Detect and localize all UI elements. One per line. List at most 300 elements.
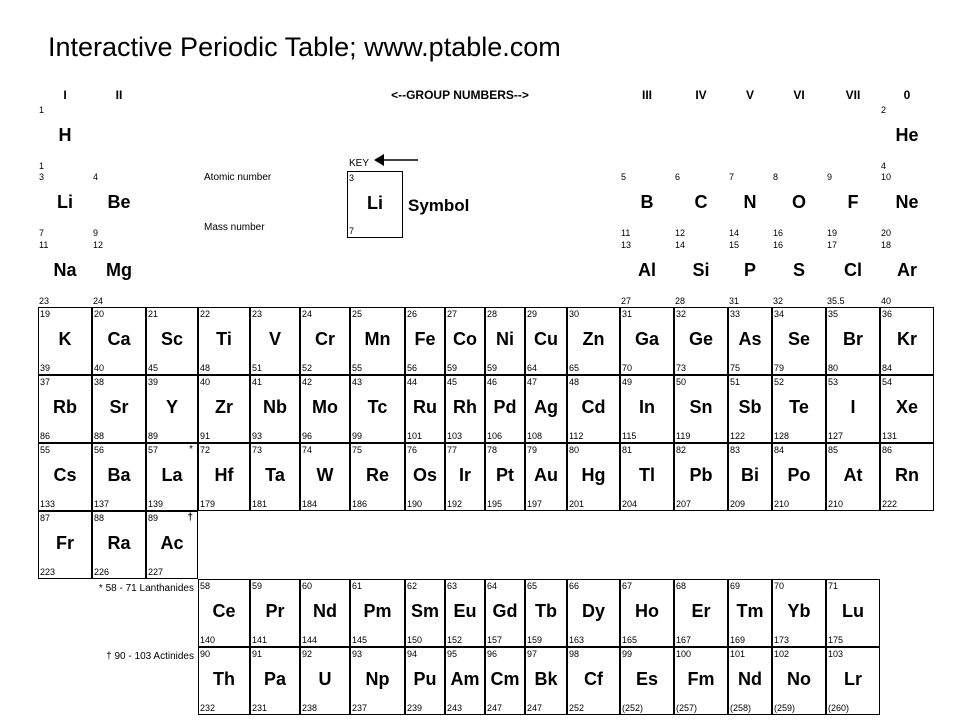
- element-symbol: Cd: [581, 397, 606, 417]
- atomic-number: 103: [828, 649, 844, 659]
- element-cell-be-4[interactable]: [92, 171, 146, 239]
- element-cell-w-74[interactable]: [300, 443, 350, 511]
- mass-number: 247: [487, 703, 503, 713]
- element-cell-n-7[interactable]: [728, 171, 772, 239]
- mass-number: 75: [730, 363, 741, 373]
- element-symbol: S: [792, 260, 805, 280]
- element-cell-c-6[interactable]: [674, 171, 728, 239]
- element-cell-nd-60[interactable]: [300, 579, 350, 647]
- element-symbol: He: [895, 125, 919, 145]
- element-cell-nd-101[interactable]: [728, 647, 772, 715]
- element-symbol: Pt: [496, 465, 514, 485]
- atomic-number: 19: [40, 309, 51, 319]
- mass-number: 192: [447, 499, 463, 509]
- element-symbol: Tb: [535, 601, 557, 621]
- element-cell-ho-67[interactable]: [620, 579, 674, 647]
- element-symbol: In: [639, 397, 655, 417]
- atomic-number: 87: [40, 513, 51, 523]
- element-cell-am-95[interactable]: [445, 647, 485, 715]
- element-cell-tb-65[interactable]: [525, 579, 567, 647]
- element-cell-rh-45[interactable]: [445, 375, 485, 443]
- group-numbers-header: <--GROUP NUMBERS-->: [391, 88, 529, 102]
- element-cell-fm-100[interactable]: [674, 647, 728, 715]
- atomic-number: 23: [252, 309, 263, 319]
- element-cell-ba-56[interactable]: [92, 443, 146, 511]
- element-cell-hf-72[interactable]: [198, 443, 250, 511]
- key-atomic-number-label: Atomic number: [204, 172, 272, 183]
- element-symbol: Np: [365, 669, 390, 689]
- element-cell-la-57[interactable]: [146, 443, 198, 511]
- mass-number: 39: [40, 363, 51, 373]
- element-cell-os-76[interactable]: [405, 443, 445, 511]
- atomic-number: 14: [675, 240, 686, 250]
- element-cell-tm-69[interactable]: [728, 579, 772, 647]
- mass-number: 55: [352, 363, 363, 373]
- atomic-number: 52: [774, 377, 785, 387]
- mass-number: 239: [407, 703, 423, 713]
- element-cell-rn-86[interactable]: [880, 443, 934, 511]
- mass-number: 137: [94, 499, 110, 509]
- mass-number: 210: [828, 499, 844, 509]
- element-symbol: Er: [691, 601, 711, 621]
- element-cell-ne-10[interactable]: [880, 171, 934, 239]
- atomic-number: 21: [148, 309, 159, 319]
- mass-number: 79: [774, 363, 785, 373]
- element-cell-cs-55[interactable]: [38, 443, 92, 511]
- element-symbol: As: [738, 329, 762, 349]
- element-cell-no-102[interactable]: [772, 647, 826, 715]
- atomic-number: 54: [882, 377, 893, 387]
- element-symbol: Ho: [635, 601, 659, 621]
- atomic-number: 30: [569, 309, 580, 319]
- element-cell-ir-77[interactable]: [445, 443, 485, 511]
- atomic-number: 17: [827, 240, 838, 250]
- atomic-number: 102: [774, 649, 790, 659]
- element-symbol: K: [58, 329, 72, 349]
- atomic-number: 59: [252, 581, 263, 591]
- element-cell-fe-26[interactable]: [405, 307, 445, 375]
- element-symbol: F: [847, 192, 859, 212]
- element-symbol: Eu: [453, 601, 477, 621]
- atomic-number: 42: [302, 377, 313, 387]
- atomic-number: 25: [352, 309, 363, 319]
- atomic-number: 18: [881, 240, 892, 250]
- element-cell-y-39[interactable]: [146, 375, 198, 443]
- element-cell-ac-89[interactable]: [146, 511, 198, 579]
- element-cell-kr-36[interactable]: [880, 307, 934, 375]
- element-symbol: Yb: [787, 601, 811, 621]
- mass-number: 175: [828, 635, 844, 645]
- element-cell-na-11[interactable]: [38, 239, 92, 307]
- element-cell-re-75[interactable]: [350, 443, 405, 511]
- mass-number: 140: [200, 635, 216, 645]
- mass-number: 88: [94, 431, 105, 441]
- element-cell-pt-78[interactable]: [485, 443, 525, 511]
- element-cell-dy-66[interactable]: [567, 579, 620, 647]
- element-cell-u-92[interactable]: [300, 647, 350, 715]
- atomic-number: 39: [148, 377, 159, 387]
- element-cell-es-99[interactable]: [620, 647, 674, 715]
- element-symbol: Ce: [212, 601, 236, 621]
- atomic-number: 41: [252, 377, 263, 387]
- page-title: Interactive Periodic Table; www.ptable.com: [48, 32, 561, 62]
- element-cell-k-19[interactable]: [38, 307, 92, 375]
- atomic-number: 3: [39, 172, 45, 182]
- key-example-cell: [347, 171, 403, 238]
- element-cell-ar-18[interactable]: [880, 239, 934, 307]
- atomic-number: 11: [39, 240, 49, 250]
- element-cell-li-3[interactable]: [38, 171, 92, 239]
- element-cell-ag-47[interactable]: [525, 375, 567, 443]
- atomic-number: 28: [487, 309, 498, 319]
- mass-number: 122: [730, 431, 746, 441]
- element-symbol: V: [268, 329, 281, 349]
- element-cell-mn-25[interactable]: [350, 307, 405, 375]
- atomic-number: 49: [622, 377, 633, 387]
- element-symbol: Co: [453, 329, 477, 349]
- atomic-number: 51: [730, 377, 741, 387]
- element-symbol: Cm: [490, 669, 520, 689]
- element-symbol: Zn: [582, 329, 605, 349]
- element-symbol: Nd: [738, 669, 762, 689]
- element-cell-cl-17[interactable]: [826, 239, 880, 307]
- mass-number: 12: [675, 228, 686, 238]
- element-cell-v-23[interactable]: [250, 307, 300, 375]
- element-cell-ca-20[interactable]: [92, 307, 146, 375]
- mass-number: 131: [882, 431, 898, 441]
- element-symbol: Ca: [107, 329, 131, 349]
- atomic-number: 77: [447, 445, 458, 455]
- atomic-number: 76: [407, 445, 418, 455]
- mass-number: 101: [407, 431, 423, 441]
- element-symbol: Sn: [689, 397, 713, 417]
- element-cell-o-8[interactable]: [772, 171, 826, 239]
- element-cell-cf-98[interactable]: [567, 647, 620, 715]
- element-cell-al-13[interactable]: [620, 239, 674, 307]
- element-cell-cu-29[interactable]: [525, 307, 567, 375]
- element-cell-hg-80[interactable]: [567, 443, 620, 511]
- mass-number: 139: [148, 499, 164, 509]
- mass-number: 99: [352, 431, 363, 441]
- element-cell-pm-61[interactable]: [350, 579, 405, 647]
- atomic-number: 61: [352, 581, 363, 591]
- actinide-marker: †: [187, 512, 193, 523]
- element-cell-ge-32[interactable]: [674, 307, 728, 375]
- atomic-number: 29: [527, 309, 538, 319]
- element-cell-sc-21[interactable]: [146, 307, 198, 375]
- element-cell-i-53[interactable]: [826, 375, 880, 443]
- key-example-mass: 7: [349, 226, 355, 236]
- element-cell-sr-38[interactable]: [92, 375, 146, 443]
- mass-number: 64: [527, 363, 538, 373]
- element-symbol: C: [694, 192, 708, 212]
- element-symbol: Ra: [107, 533, 131, 553]
- element-cell-ru-44[interactable]: [405, 375, 445, 443]
- mass-number: 145: [352, 635, 368, 645]
- atomic-number: 63: [447, 581, 458, 591]
- element-symbol: Rn: [895, 465, 919, 485]
- mass-number: (257): [676, 703, 698, 713]
- atomic-number: 95: [447, 649, 458, 659]
- atomic-number: 5: [621, 172, 627, 182]
- element-cell-mo-42[interactable]: [300, 375, 350, 443]
- atomic-number: 8: [773, 172, 779, 182]
- element-symbol: Dy: [581, 601, 605, 621]
- key-arrow-icon: [374, 153, 420, 167]
- mass-number: 181: [252, 499, 268, 509]
- element-symbol: Sc: [160, 329, 184, 349]
- element-symbol: Rh: [453, 397, 477, 417]
- atomic-number: 38: [94, 377, 105, 387]
- element-cell-ti-22[interactable]: [198, 307, 250, 375]
- element-symbol: Bk: [534, 669, 558, 689]
- element-cell-gd-64[interactable]: [485, 579, 525, 647]
- atomic-number: 91: [252, 649, 263, 659]
- element-symbol: Cl: [844, 260, 862, 280]
- mass-number: 4: [881, 161, 887, 171]
- element-symbol: No: [787, 669, 811, 689]
- element-cell-h-1[interactable]: [38, 104, 92, 172]
- atomic-number: 64: [487, 581, 498, 591]
- atomic-number: 44: [407, 377, 418, 387]
- element-cell-he-2[interactable]: [880, 104, 934, 172]
- mass-number: 59: [487, 363, 498, 373]
- mass-number: 227: [148, 567, 164, 577]
- atomic-number: 4: [93, 172, 99, 182]
- element-symbol: Ta: [265, 465, 285, 485]
- mass-number: 201: [569, 499, 585, 509]
- mass-number: 223: [40, 567, 56, 577]
- element-cell-sb-51[interactable]: [728, 375, 772, 443]
- element-symbol: Mg: [106, 260, 132, 280]
- element-symbol: Y: [165, 397, 178, 417]
- element-cell-pb-82[interactable]: [674, 443, 728, 511]
- element-symbol: Te: [789, 397, 809, 417]
- element-cell-mg-12[interactable]: [92, 239, 146, 307]
- atomic-number: 80: [569, 445, 580, 455]
- mass-number: 35.5: [827, 296, 845, 306]
- atomic-number: 92: [302, 649, 313, 659]
- atomic-number: 99: [622, 649, 633, 659]
- atomic-number: 75: [352, 445, 363, 455]
- mass-number: 159: [527, 635, 543, 645]
- element-cell-f-9[interactable]: [826, 171, 880, 239]
- element-symbol: Na: [53, 260, 77, 280]
- mass-number: 32: [773, 296, 784, 306]
- group-header-3: III: [641, 88, 652, 102]
- atomic-number: 66: [569, 581, 580, 591]
- atomic-number: 85: [828, 445, 839, 455]
- element-cell-p-15[interactable]: [728, 239, 772, 307]
- atomic-number: 20: [94, 309, 105, 319]
- element-cell-ta-73[interactable]: [250, 443, 300, 511]
- atomic-number: 82: [676, 445, 687, 455]
- group-header-5: V: [745, 88, 754, 102]
- element-symbol: Es: [635, 669, 659, 689]
- atomic-number: 67: [622, 581, 633, 591]
- atomic-number: 1: [39, 105, 45, 115]
- element-symbol: Pd: [493, 397, 517, 417]
- atomic-number: 55: [40, 445, 51, 455]
- atomic-number: 32: [676, 309, 687, 319]
- element-symbol: W: [316, 465, 334, 485]
- element-cell-as-33[interactable]: [728, 307, 772, 375]
- element-cell-br-35[interactable]: [826, 307, 880, 375]
- atomic-number: 13: [621, 240, 632, 250]
- element-symbol: Fe: [414, 329, 436, 349]
- element-symbol: Ir: [458, 465, 471, 485]
- element-cell-ra-88[interactable]: [92, 511, 146, 579]
- atomic-number: 36: [882, 309, 893, 319]
- element-cell-si-14[interactable]: [674, 239, 728, 307]
- mass-number: 167: [676, 635, 692, 645]
- element-symbol: Zr: [215, 397, 233, 417]
- mass-number: 133: [40, 499, 56, 509]
- mass-number: 222: [882, 499, 898, 509]
- mass-number: 186: [352, 499, 368, 509]
- mass-number: (252): [622, 703, 644, 713]
- element-symbol: Fm: [687, 669, 715, 689]
- element-cell-zn-30[interactable]: [567, 307, 620, 375]
- mass-number: 157: [487, 635, 503, 645]
- element-symbol: P: [743, 260, 756, 280]
- element-cell-rb-37[interactable]: [38, 375, 92, 443]
- element-symbol: Pm: [363, 601, 392, 621]
- element-cell-po-84[interactable]: [772, 443, 826, 511]
- element-symbol: Po: [787, 465, 811, 485]
- element-cell-b-5[interactable]: [620, 171, 674, 239]
- element-cell-ce-58[interactable]: [198, 579, 250, 647]
- element-symbol: Ba: [107, 465, 131, 485]
- element-symbol: Se: [787, 329, 811, 349]
- mass-number: 152: [447, 635, 463, 645]
- mass-number: 59: [447, 363, 458, 373]
- element-cell-xe-54[interactable]: [880, 375, 934, 443]
- element-cell-se-34[interactable]: [772, 307, 826, 375]
- mass-number: 112: [569, 431, 584, 441]
- element-symbol: B: [640, 192, 654, 212]
- element-symbol: Ac: [160, 533, 184, 553]
- element-cell-zr-40[interactable]: [198, 375, 250, 443]
- element-symbol: Lr: [844, 669, 862, 689]
- mass-number: 169: [730, 635, 746, 645]
- element-cell-tc-43[interactable]: [350, 375, 405, 443]
- element-cell-fr-87[interactable]: [38, 511, 92, 579]
- element-symbol: Lu: [842, 601, 864, 621]
- atomic-number: 10: [881, 172, 892, 182]
- element-symbol: Mo: [312, 397, 338, 417]
- element-symbol: Pr: [265, 601, 285, 621]
- element-cell-lr-103[interactable]: [826, 647, 880, 715]
- element-symbol: Os: [412, 465, 437, 485]
- mass-number: 9: [93, 228, 99, 238]
- atomic-number: 31: [622, 309, 633, 319]
- element-symbol: O: [791, 192, 806, 212]
- element-cell-pd-46[interactable]: [485, 375, 525, 443]
- mass-number: 195: [487, 499, 503, 509]
- element-cell-pu-94[interactable]: [405, 647, 445, 715]
- element-cell-ni-28[interactable]: [485, 307, 525, 375]
- mass-number: 204: [622, 499, 638, 509]
- mass-number: 40: [881, 296, 892, 306]
- atomic-number: 35: [828, 309, 839, 319]
- mass-number: 108: [527, 431, 543, 441]
- element-symbol: Ar: [896, 260, 917, 280]
- element-cell-te-52[interactable]: [772, 375, 826, 443]
- element-cell-pr-59[interactable]: [250, 579, 300, 647]
- mass-number: 1: [39, 161, 45, 171]
- element-cell-bi-83[interactable]: [728, 443, 772, 511]
- mass-number: 184: [302, 499, 318, 509]
- mass-number: 106: [487, 431, 503, 441]
- element-symbol: At: [843, 465, 863, 485]
- lanthanides-label: * 58 - 71 Lanthanides: [98, 583, 194, 594]
- element-cell-sn-50[interactable]: [674, 375, 728, 443]
- element-symbol: Ga: [634, 329, 659, 349]
- element-cell-cm-96[interactable]: [485, 647, 525, 715]
- element-cell-co-27[interactable]: [445, 307, 485, 375]
- element-cell-s-16[interactable]: [772, 239, 826, 307]
- element-cell-pa-91[interactable]: [250, 647, 300, 715]
- element-cell-np-93[interactable]: [350, 647, 405, 715]
- element-symbol: Bi: [741, 465, 759, 485]
- element-symbol: Tl: [639, 465, 655, 485]
- element-cell-cr-24[interactable]: [300, 307, 350, 375]
- mass-number: 27: [621, 296, 632, 306]
- element-cell-au-79[interactable]: [525, 443, 567, 511]
- actinides-label: † 90 - 103 Actinides: [106, 651, 194, 662]
- mass-number: 45: [148, 363, 159, 373]
- mass-number: 238: [302, 703, 318, 713]
- mass-number: 232: [200, 703, 216, 713]
- atomic-number: 100: [676, 649, 692, 659]
- element-cell-lu-71[interactable]: [826, 579, 880, 647]
- atomic-number: 16: [773, 240, 784, 250]
- element-cell-at-85[interactable]: [826, 443, 880, 511]
- element-cell-cd-48[interactable]: [567, 375, 620, 443]
- element-cell-yb-70[interactable]: [772, 579, 826, 647]
- mass-number: 89: [148, 431, 159, 441]
- atomic-number: 34: [774, 309, 785, 319]
- atomic-number: 96: [487, 649, 498, 659]
- mass-number: 127: [828, 431, 844, 441]
- element-symbol: Cs: [53, 465, 77, 485]
- element-symbol: Mn: [364, 329, 391, 349]
- atomic-number: 89: [148, 513, 159, 523]
- mass-number: 20: [881, 228, 892, 238]
- mass-number: 207: [676, 499, 692, 509]
- mass-number: 80: [828, 363, 839, 373]
- element-cell-sm-62[interactable]: [405, 579, 445, 647]
- atomic-number: 101: [730, 649, 746, 659]
- mass-number: 243: [447, 703, 463, 713]
- element-cell-ga-31[interactable]: [620, 307, 674, 375]
- element-cell-er-68[interactable]: [674, 579, 728, 647]
- element-cell-in-49[interactable]: [620, 375, 674, 443]
- element-cell-eu-63[interactable]: [445, 579, 485, 647]
- mass-number: 23: [39, 296, 50, 306]
- element-cell-tl-81[interactable]: [620, 443, 674, 511]
- atomic-number: 50: [676, 377, 687, 387]
- element-symbol: Tc: [367, 397, 388, 417]
- element-cell-th-90[interactable]: [198, 647, 250, 715]
- element-cell-nb-41[interactable]: [250, 375, 300, 443]
- atomic-number: 43: [352, 377, 363, 387]
- key-mass-number-label: Mass number: [204, 222, 265, 233]
- element-cell-bk-97[interactable]: [525, 647, 567, 715]
- element-symbol: U: [318, 669, 332, 689]
- group-header-6: VI: [793, 88, 805, 102]
